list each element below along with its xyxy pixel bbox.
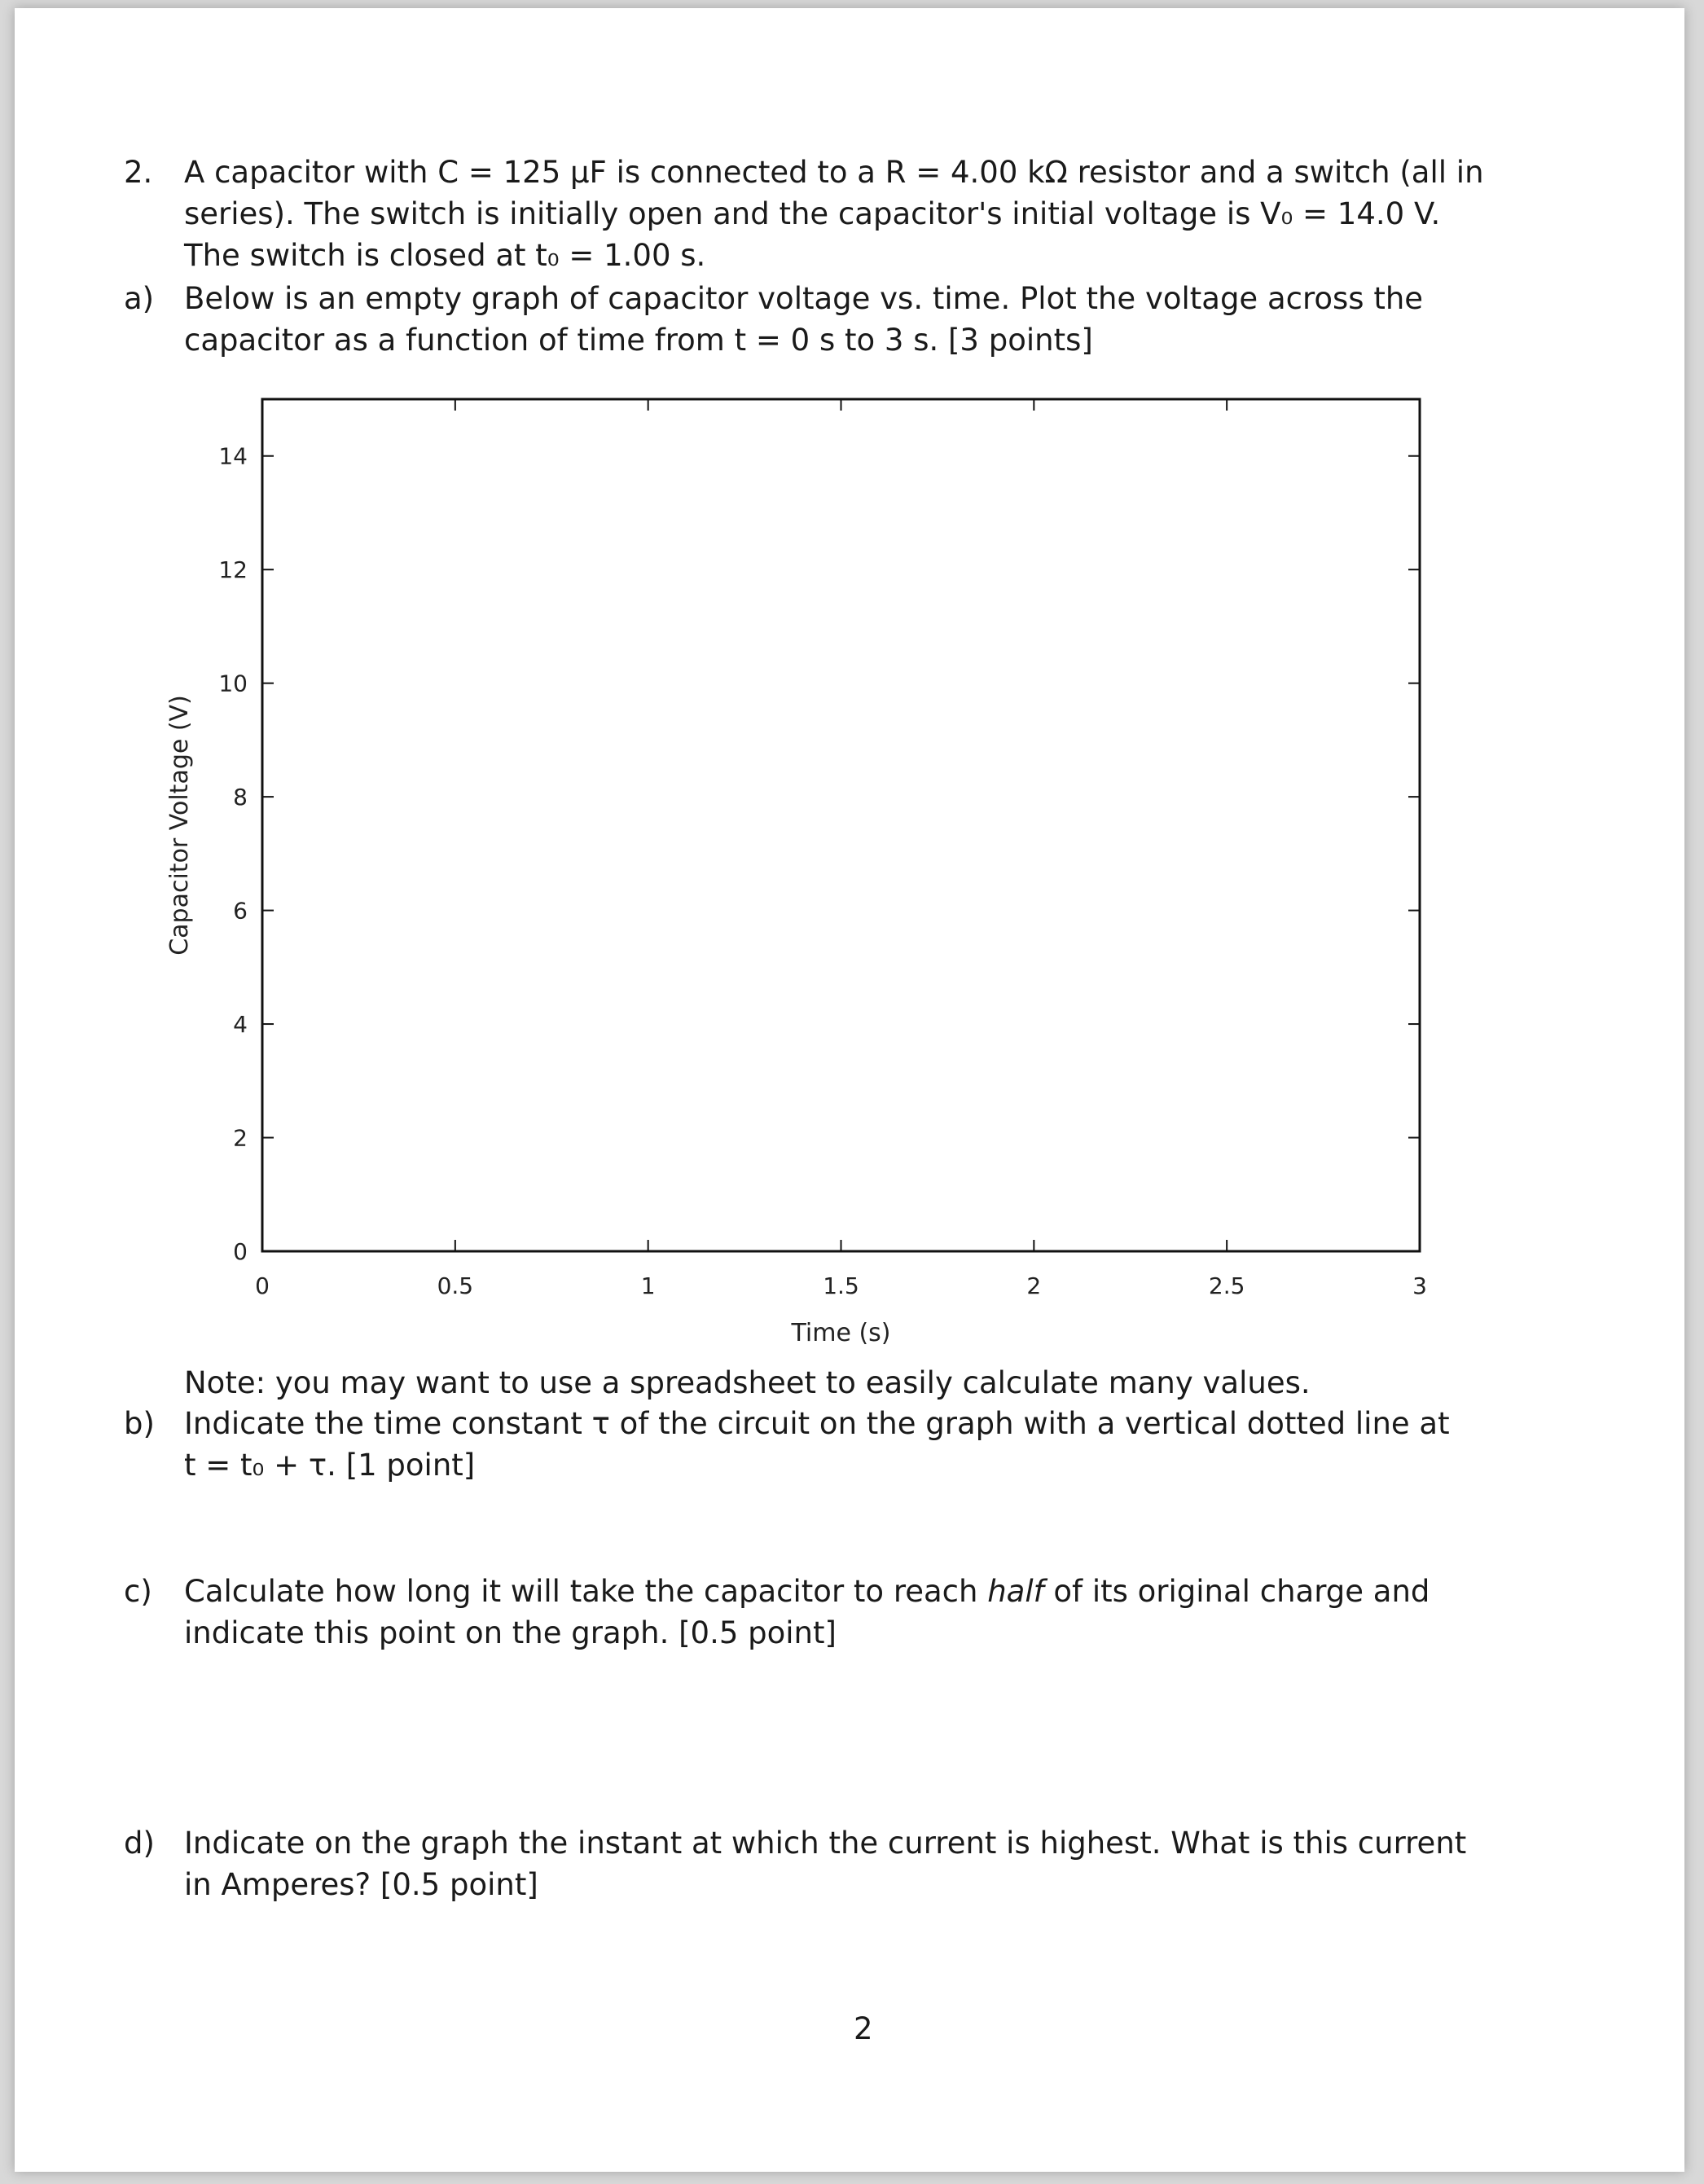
x-tick-label: 2.5: [1208, 1272, 1245, 1299]
y-tick-label: 12: [218, 556, 248, 584]
part-c-label: c): [124, 1574, 152, 1609]
part-c-line-2: indicate this point on the graph. [0.5 point]: [184, 1615, 837, 1650]
plot-frame: [262, 399, 1420, 1251]
page-number: 2: [854, 2011, 873, 2046]
y-tick-label: 2: [233, 1124, 248, 1152]
part-d-label: d): [124, 1826, 155, 1861]
part-b-line-2: t = t₀ + τ. [1 point]: [184, 1448, 476, 1483]
part-b-line-1: Indicate the time constant τ of the circuit on the graph with a vertical dotted line at: [184, 1406, 1450, 1441]
question-line-3: The switch is closed at t₀ = 1.00 s.: [184, 238, 706, 273]
question-line-1: A capacitor with C = 125 μF is connected to a R = 4.00 kΩ resistor and a switch (all in: [184, 155, 1484, 190]
part-d-line-1: Indicate on the graph the instant at which the current is highest. What is this current: [184, 1826, 1467, 1861]
part-a-line-2: capacitor as a function of time from t = 0 s to 3 s. [3 points]: [184, 323, 1093, 358]
part-c-emphasis: half: [987, 1574, 1044, 1609]
part-b-label: b): [124, 1406, 155, 1441]
x-tick-label: 2: [1026, 1272, 1042, 1299]
x-tick-label: 0: [255, 1272, 270, 1299]
part-a-label: a): [124, 281, 155, 316]
x-tick-label: 1.5: [823, 1272, 859, 1299]
x-tick-label: 3: [1412, 1272, 1427, 1299]
note-text: Note: you may want to use a spreadsheet to easily calculate many values.: [184, 1365, 1311, 1400]
document-page: [15, 8, 1684, 2172]
y-tick-label: 14: [218, 442, 248, 470]
part-c-line-1: [184, 1571, 1430, 1612]
y-axis-label: Capacitor Voltage (V): [165, 695, 194, 956]
question-line-2: series). The switch is initially open and the capacitor's initial voltage is V₀ = 14.0 V.: [184, 196, 1441, 231]
y-tick-label: 10: [218, 670, 248, 697]
x-axis-label: Time (s): [791, 1319, 891, 1347]
y-tick-label: 6: [233, 897, 248, 925]
part-c-line-1-end: of its original charge and: [1043, 1574, 1430, 1609]
part-a-line-1: Below is an empty graph of capacitor voltage vs. time. Plot the voltage across the: [184, 281, 1424, 316]
part-d-line-2: in Amperes? [0.5 point]: [184, 1867, 538, 1902]
x-tick-label: 0.5: [437, 1272, 474, 1299]
chart-layer: [165, 399, 1427, 1347]
y-tick-label: 0: [233, 1238, 248, 1265]
x-tick-label: 1: [640, 1272, 656, 1299]
question-number: 2.: [124, 155, 153, 190]
y-tick-label: 4: [233, 1011, 248, 1039]
y-tick-label: 8: [233, 784, 248, 811]
voltage-time-graph[interactable]: [15, 8, 1684, 1360]
part-c-line-1-start: Calculate how long it will take the capacitor to reach: [184, 1574, 988, 1609]
